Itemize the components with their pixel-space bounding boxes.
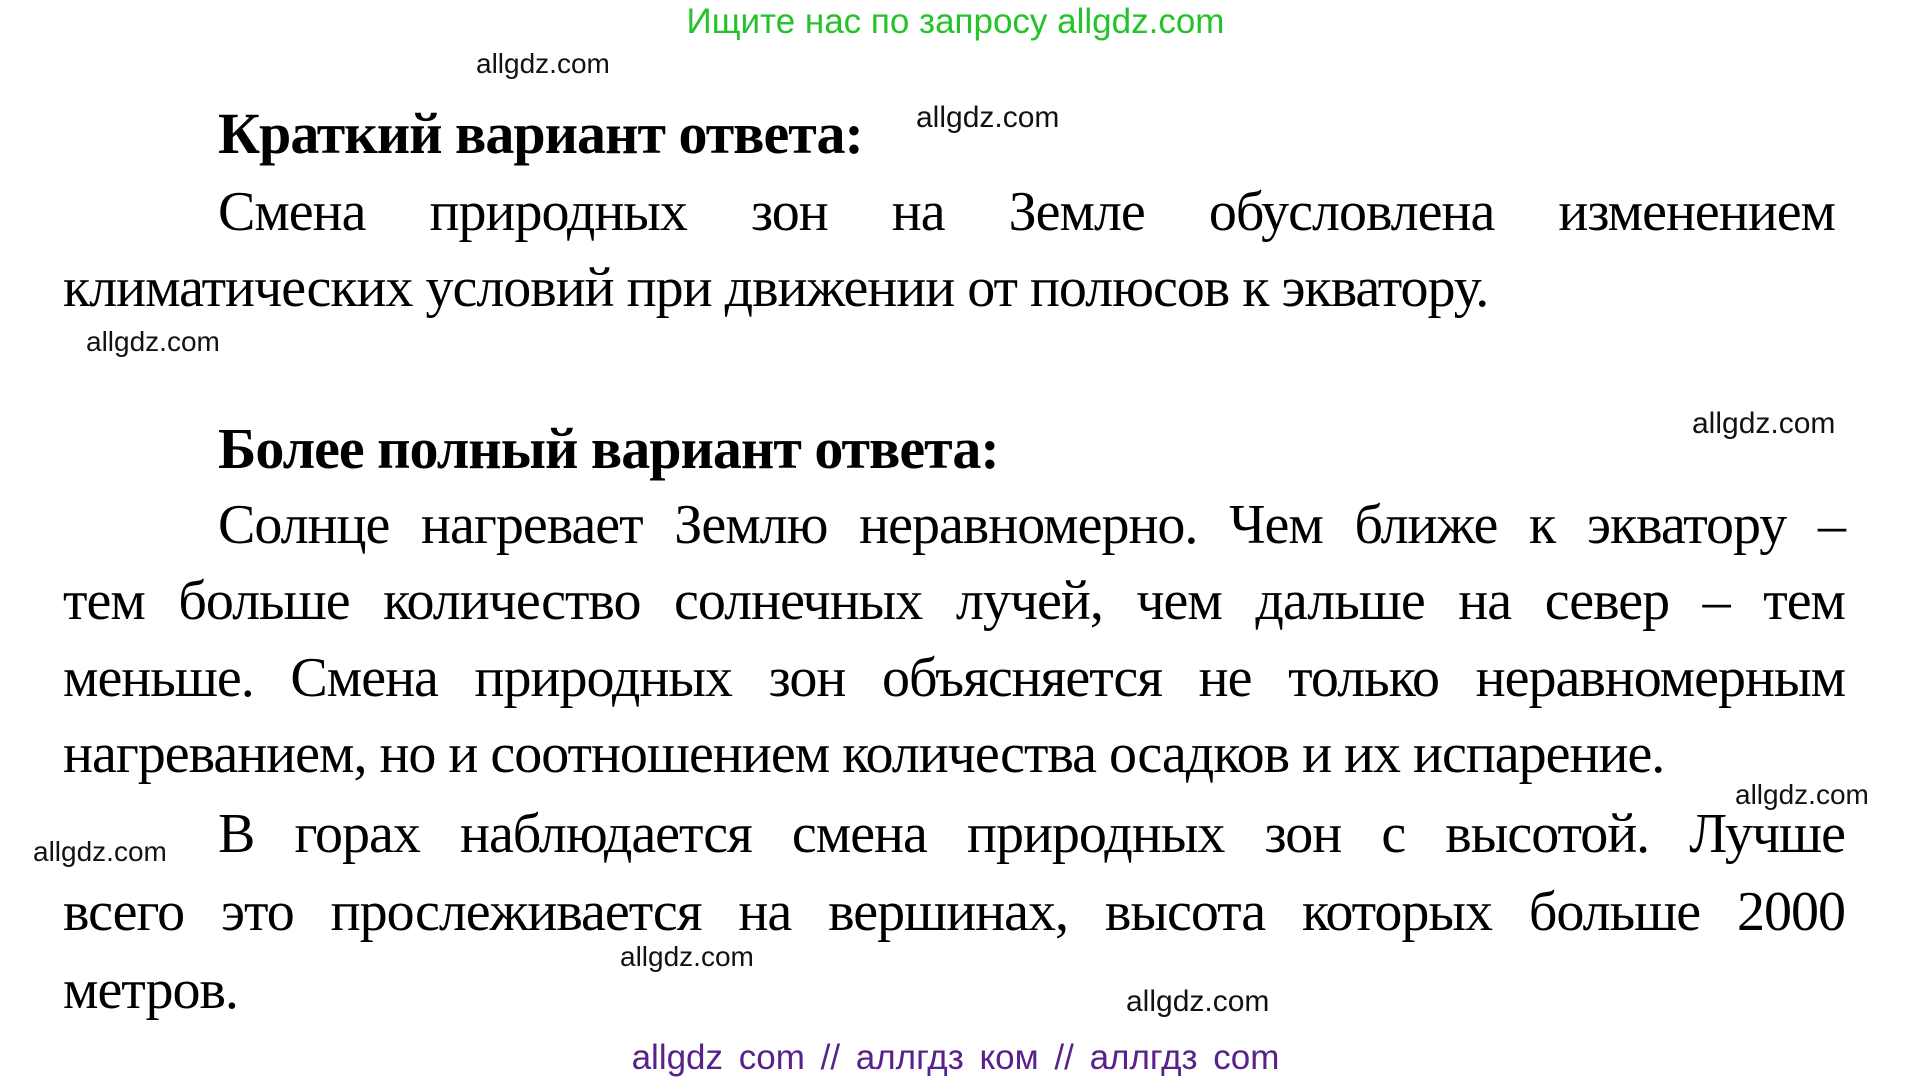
watermark: allgdz.com <box>86 326 220 357</box>
watermark: allgdz.com <box>33 836 167 867</box>
full-answer-line: В горах наблюдается смена природных зон с высотой. Лучше <box>218 803 1845 865</box>
short-answer-line: климатических условий при движении от полюсов к экватору. <box>63 257 1489 319</box>
full-answer-heading: Более полный вариант ответа: <box>218 416 999 481</box>
watermark: allgdz.com <box>916 101 1060 134</box>
full-answer-line: нагреванием, но и соотношением количества осадков и их испарение. <box>63 723 1665 785</box>
watermark: allgdz.com <box>1692 407 1836 440</box>
footer-text: allgdz com // аллгдз ком // аллгдз com <box>631 1038 1280 1077</box>
watermark: allgdz.com <box>1735 779 1869 810</box>
watermark: allgdz.com <box>476 48 610 79</box>
top-banner-text: Ищите нас по запросу allgdz.com <box>686 2 1225 41</box>
full-answer-line: тем больше количество солнечных лучей, чем дальше на север – тем <box>63 570 1845 632</box>
short-answer-heading: Краткий вариант ответа: <box>218 101 863 166</box>
full-answer-line: Солнце нагревает Землю неравномерно. Чем ближе к экватору – <box>218 494 1845 556</box>
watermark: allgdz.com <box>620 941 754 972</box>
watermark: allgdz.com <box>1126 985 1270 1018</box>
full-answer-line: всего это прослеживается на вершинах, высота которых больше 2000 <box>63 881 1845 943</box>
full-answer-line: метров. <box>63 959 238 1021</box>
short-answer-line: Смена природных зон на Земле обусловлена изменением <box>218 181 1835 243</box>
full-answer-line: меньше. Смена природных зон объясняется не только неравномерным <box>63 647 1845 709</box>
